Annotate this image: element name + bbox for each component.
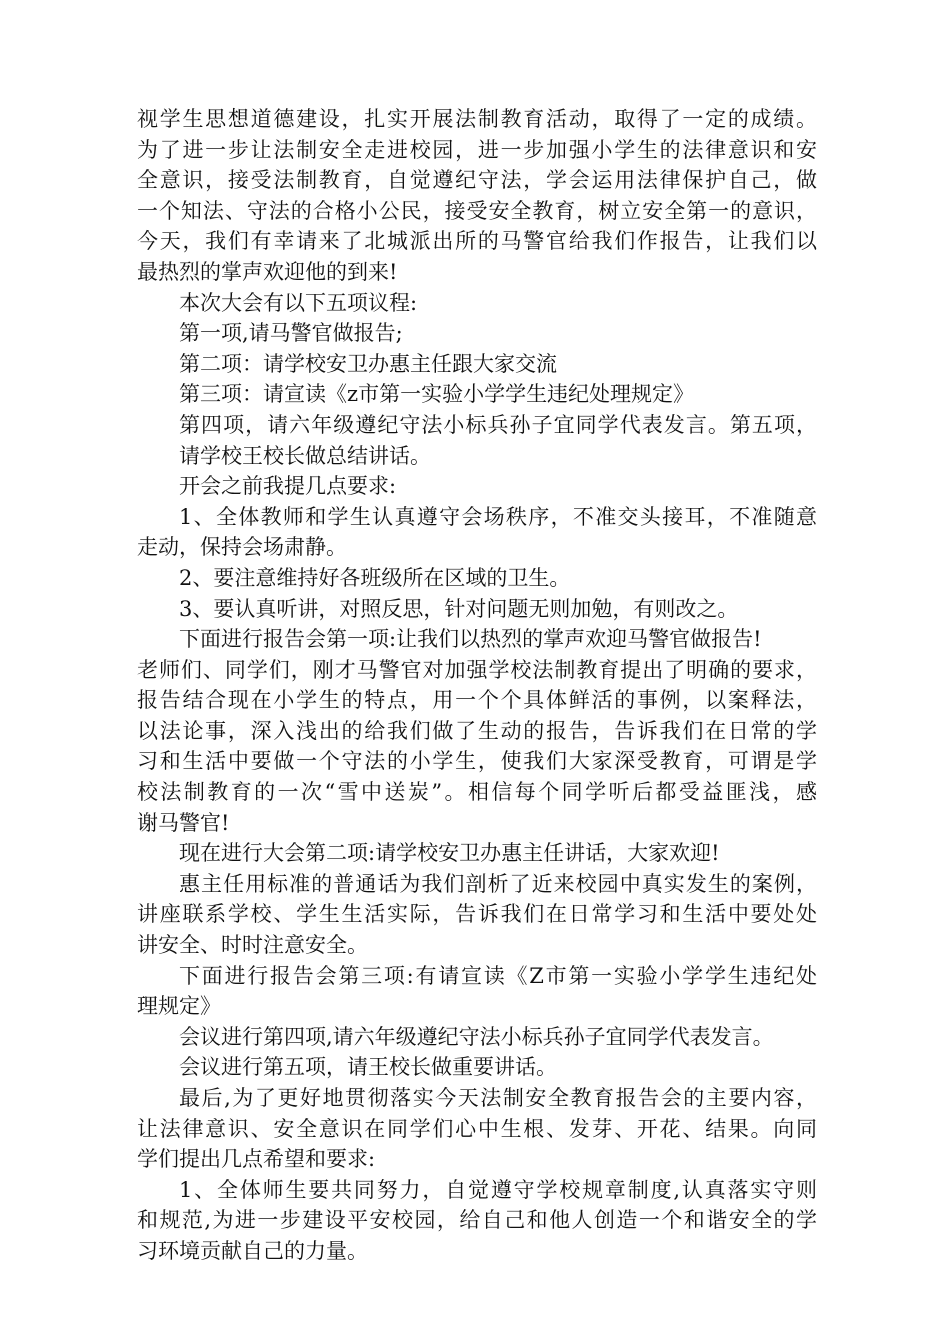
text-line: 和规范,为进一步建设平安校园，给自己和他人创造一个和谐安全的学 — [137, 1208, 817, 1233]
text-line: 以法论事，深入浅出的给我们做了生动的报告，告诉我们在日常的学 — [137, 718, 817, 743]
closing-intro: 最后,为了更好地贯彻落实今天法制安全教育报告会的主要内容， — [179, 1086, 817, 1110]
requirement-3: 3、要认真听讲，对照反思，针对问题无则加勉，有则改之。 — [179, 596, 739, 621]
agenda-item-4: 第四项，请六年级遵纪守法小标兵孙子宜同学代表发言。第五项， — [179, 412, 817, 437]
text-line: 惠主任用标准的普通话为我们剖析了近来校园中真实发生的案例， — [179, 871, 817, 896]
text-line: 今天，我们有幸请来了北城派出所的马警官给我们作报告，让我们以 — [137, 229, 817, 254]
report-item-4: 会议进行第四项,请六年级遵纪守法小标兵孙子宜同学代表发言。 — [179, 1024, 774, 1049]
text-line: 习和生活中要做一个守法的小学生，使我们大家深受教育，可谓是学 — [137, 749, 817, 774]
agenda-item-2: 第二项：请学校安卫办惠主任跟大家交流 — [179, 351, 557, 376]
text-line: 理规定》 — [137, 994, 221, 1019]
text-line: 老师们、同学们，刚才马警官对加强学校法制教育提出了明确的要求， — [137, 657, 817, 682]
report-item-5: 会议进行第五项，请王校长做重要讲话。 — [179, 1055, 557, 1080]
text-line: 为了进一步让法制安全走进校园，进一步加强小学生的法律意识和安 — [137, 137, 817, 162]
text-line: 学们提出几点希望和要求: — [137, 1147, 376, 1172]
agenda-item-5: 请学校王校长做总结讲话。 — [179, 443, 431, 468]
report-item-3: 下面进行报告会第三项:有请宣读《Z市第一实验小学学生违纪处 — [179, 963, 817, 988]
text-line: 最热烈的掌声欢迎他的到来! — [137, 259, 398, 284]
report-item-1: 下面进行报告会第一项:让我们以热烈的掌声欢迎马警官做报告! — [179, 627, 762, 652]
agenda-item-3: 第三项：请宣读《z市第一实验小学学生违纪处理规定》 — [179, 382, 695, 407]
text-line: 讲安全、时时注意安全。 — [137, 933, 368, 958]
text-line: 视学生思想道德建设，扎实开展法制教育活动，取得了一定的成绩。 — [137, 107, 817, 131]
text-line: 让法律意识、安全意识在同学们心中生根、发芽、开花、结果。向同 — [137, 1116, 817, 1141]
document-page — [137, 104, 817, 1267]
text-line: 谢马警官! — [137, 810, 230, 835]
report-item-2: 现在进行大会第二项:请学校安卫办惠主任讲话，大家欢迎! — [179, 841, 720, 866]
text-line: 习环境贡献自己的力量。 — [137, 1238, 368, 1263]
requirements-intro: 开会之前我提几点要求: — [179, 474, 397, 499]
closing-requirement-1: 1、全体师生要共同努力，自觉遵守学校规章制度,认真落实守则 — [179, 1177, 817, 1202]
text-line: 走动，保持会场肃静。 — [137, 535, 347, 560]
requirement-1: 1、全体教师和学生认真遵守会场秩序，不准交头接耳，不准随意 — [179, 504, 817, 529]
text-line: 全意识，接受法制教育，自觉遵纪守法，学会运用法律保护自己，做 — [137, 168, 817, 193]
agenda-item-1: 第一项,请马警官做报告; — [179, 321, 403, 346]
requirement-2: 2、要注意维持好各班级所在区域的卫生。 — [179, 565, 571, 590]
text-line: 一个知法、守法的合格小公民，接受安全教育，树立安全第一的意识， — [137, 198, 817, 223]
text-line: 校法制教育的一次“雪中送炭”。相信每个同学听后都受益匪浅，感 — [137, 780, 817, 805]
text-line: 报告结合现在小学生的特点，用一个个具体鲜活的事例，以案释法， — [137, 688, 817, 713]
text-line: 讲座联系学校、学生生活实际，告诉我们在日常学习和生活中要处处 — [137, 902, 817, 927]
agenda-intro: 本次大会有以下五项议程: — [179, 290, 418, 315]
